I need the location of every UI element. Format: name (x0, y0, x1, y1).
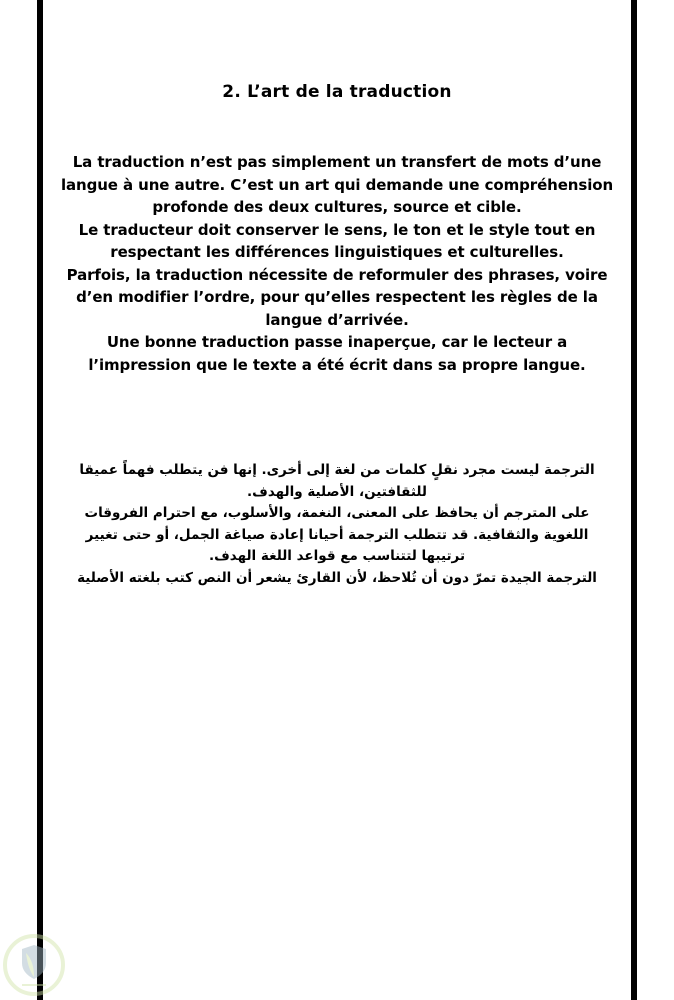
arabic-text-block (77, 460, 597, 589)
arabic-paragraph: الترجمة الجيدة تمرّ دون أن تُلاحظ، لأن القارئ يشعر أن النص كتب بلغته الأصلية (77, 569, 597, 586)
arabic-paragraph: الترجمة ليست مجرد نقلٍ كلمات من لغة إلى أخرى. إنها فن يتطلب فهماً عميقا للثقافتين، الأصلية والهدف. (79, 462, 595, 500)
french-paragraph: Parfois, la traduction nécessite de reformuler des phrases, voire d’en modifier l’ordre, pour qu’elles respectent les règles de la langue d’arrivée. (66, 265, 608, 329)
arabic-paragraph: على المترجم أن يحافظ على المعنى، النغمة، والأسلوب، مع احترام الفروقات اللغوية والثقافية. قد تتطلب الترجمة أحيانا إعادة صياغة الجمل، أو حتى تغيير ترتيبها لتتناسب مع قواعد اللغة الهدف. (84, 505, 590, 564)
french-paragraph: Le traducteur doit conserver le sens, le ton et le style tout en respectant les différences linguistiques et culturelles. (78, 220, 596, 261)
section-title: 2. L’art de la traduction (222, 82, 452, 102)
watermark-logo (2, 933, 66, 997)
document-page (43, 0, 631, 1000)
right-border-line (631, 0, 637, 1000)
french-paragraph: Une bonne traduction passe inaperçue, car le lecteur a l’impression que le texte a été écrit dans sa propre langue. (88, 333, 586, 374)
shield-leaf-logo-icon (2, 933, 66, 997)
french-text-block (57, 151, 617, 376)
french-paragraph: La traduction n’est pas simplement un transfert de mots d’une langue à une autre. C’est un art qui demande une compréhension profonde des deux cultures, source et cible. (60, 153, 614, 216)
